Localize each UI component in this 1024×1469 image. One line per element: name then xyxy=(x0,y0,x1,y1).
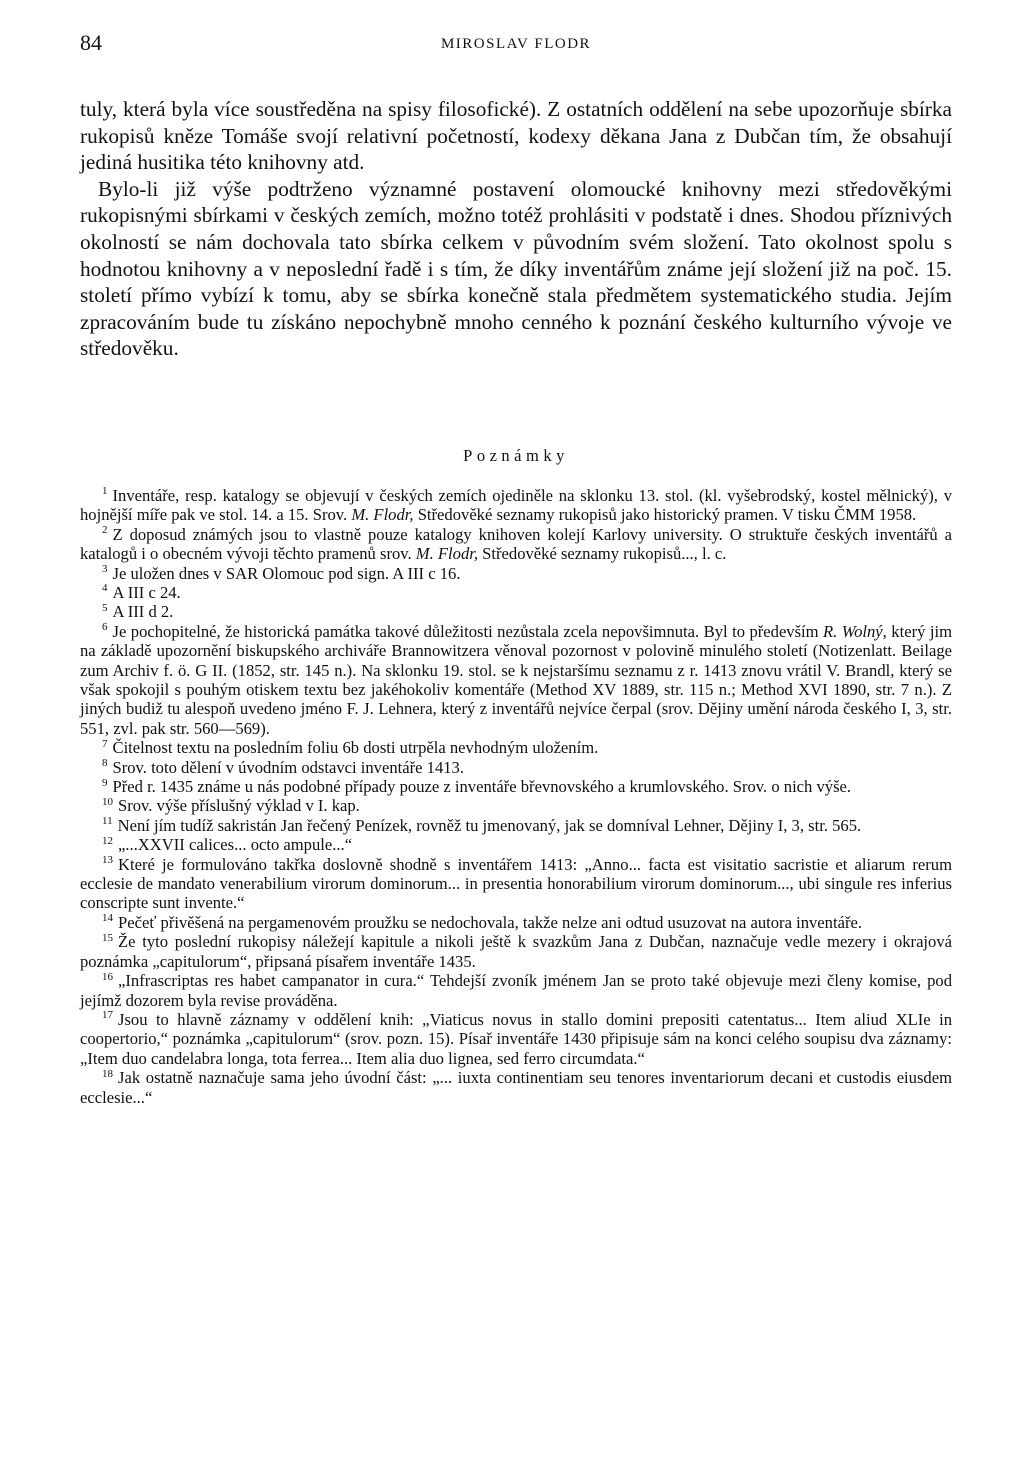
footnote-text: Pečeť přivěšená na pergamenovém proužku se nedochovala, takže nelze ani odtud usuzovat na autora inventáře. xyxy=(118,912,862,932)
footnote xyxy=(80,583,952,602)
page-header xyxy=(80,30,952,64)
footnote-number: 3 xyxy=(102,563,108,576)
body-paragraph-2: Bylo-li již výše podtrženo významné postavení olomoucké knihovny mezi středověkými rukopisnými sbírkami v českých zemích, možno totéž prohlásiti v podstatě i dnes. Shodou příznivých okolností se nám dochovala tato sbírka celkem v původním svém složení. Tato okolnost spolu s hodnotou knihovny a v neposlední řadě i s tím, že díky inventářům známe její složení již na poč. 15. století přímo vybízí k tomu, aby se sbírka konečně stala předmětem systematického studia. Jejím zpracováním bude tu získáno nepochybně mnoho cenného k poznání českého kulturního vývoje ve středověku. xyxy=(80,176,952,361)
footnote-text: Inventáře, resp. katalogy se objevují v českých zemích ojediněle na sklonku 13. stol. (kl. vyšebrodský, kostel mělnický), v hojnější míře pak ve stol. 14. a 15. Srov. xyxy=(80,485,952,525)
footnote-number: 4 xyxy=(102,582,108,595)
footnote-text: Čitelnost textu na posledním foliu 6b dosti utrpěla nevhodným uložením. xyxy=(112,738,599,758)
footnote-text: Jsou to hlavně záznamy v oddělení knih: „Viaticus novus in stallo domini prepositi catentatus... Item aliud XLIe in coopertorio,“ poznámka „capitulorum“ (srov. pozn. 15). Písař inventáře 1430 připisuje sám na konci celého soupisu dva záznamy: „Item duo candelabra longa, tota ferrea... Item alia duo lignea, sed ferro circumdata.“ xyxy=(80,1009,952,1068)
footnote-number: 15 xyxy=(102,931,113,944)
footnote-number: 1 xyxy=(102,485,108,498)
footnote xyxy=(80,564,952,583)
footnote-text: „Infrascriptas res habet campanator in cura.“ Tehdejší zvoník jménem Jan se proto také objevuje mezi členy komise, pod jejímž dozorem byla revise prováděna. xyxy=(80,971,952,1010)
footnote-author: M. Flodr, xyxy=(351,505,414,525)
notes-heading: Poznámky xyxy=(463,445,569,465)
footnote-text: který jim na základě upozornění biskupského archiváře Brannowitzera věnoval pozornost v polovině minulého století (Notizenlatt. Beilage zum Archiv f. ö. G II. (1852, str. 145 n.). Na sklonku 19. stol. se k nejstaršímu seznamu z r. 1413 znovu vrátil V. Brandl, který se však spokojil s pouhým otiskem textu bez jakéhokoliv komentáře (Method XV 1889, str. 115 n.; Method XVI 1890, str. 7 n.). Z jiných budiž tu alespoň uvedeno jméno F. J. Lehnera, který z inventářů nejvíce čerpal (srov. Dějiny umění národa českého I, 3, str. 551, zvl. pak str. 560—569). xyxy=(80,621,952,738)
footnote xyxy=(80,835,952,854)
footnote-text: Je pochopitelné, že historická památka takové důležitosti nezůstala zcela nepovšimnuta. Byl to především xyxy=(112,621,824,641)
footnote-number: 10 xyxy=(102,795,113,808)
footnote-text: Z doposud známých jsou to vlastně pouze katalogy knihoven kolejí Karlovy university. O struktuře českých inventářů a katalogů i o obecném vývoji těchto pramenů srov. xyxy=(80,524,952,564)
footnote xyxy=(80,855,952,913)
footnote-text: Před r. 1435 známe u nás podobné případy pouze z inventáře břevnovského a krumlovského. Srov. o nich výše. xyxy=(112,777,852,797)
footnote-number: 14 xyxy=(102,912,113,925)
footnote-number: 17 xyxy=(102,1009,113,1022)
footnote xyxy=(80,932,952,971)
footnote xyxy=(80,971,952,1010)
footnote-text: A III c 24. xyxy=(112,582,181,602)
footnote-number: 11 xyxy=(102,815,113,828)
footnotes-list xyxy=(80,486,952,1107)
footnote-text: Středověké seznamy rukopisů..., l. c. xyxy=(478,544,727,564)
footnote-text: A III d 2. xyxy=(112,602,174,622)
footnote xyxy=(80,913,952,932)
main-text xyxy=(80,96,952,362)
footnote-number: 5 xyxy=(102,601,108,614)
footnote-text: Že tyto poslední rukopisy náležejí kapitule a nikoli ještě k svazkům Jana z Dubčan, naznačuje vedle mezery i okrajová poznámka „capitulorum“, připsaná písařem inventáře 1435. xyxy=(80,932,952,971)
footnote-text: Srov. výše příslušný výklad v I. kap. xyxy=(118,796,360,816)
footnote-number: 2 xyxy=(102,524,108,537)
footnote-number: 9 xyxy=(102,776,108,789)
running-head: MIROSLAV FLODR xyxy=(440,36,592,52)
footnote-text: Srov. toto dělení v úvodním odstavci inventáře 1413. xyxy=(112,757,464,777)
footnote-number: 18 xyxy=(102,1067,113,1080)
footnote-text: Není jím tudíž sakristán Jan řečený Penízek, rovněž tu jmenovaný, jak se domníval Lehner, Dějiny I, 3, str. 565. xyxy=(117,815,862,835)
footnote-number: 13 xyxy=(102,854,113,867)
footnote xyxy=(80,777,952,796)
footnote xyxy=(80,622,952,738)
footnote-number: 16 xyxy=(102,970,113,983)
footnote xyxy=(80,486,952,525)
footnote xyxy=(80,602,952,621)
footnote xyxy=(80,1010,952,1068)
footnote xyxy=(80,738,952,757)
footnote-text: Je uložen dnes v SAR Olomouc pod sign. A III c 16. xyxy=(112,563,461,583)
footnote-author: R. Wolný, xyxy=(823,621,887,641)
footnote-author: M. Flodr, xyxy=(415,544,479,564)
footnote xyxy=(80,1068,952,1107)
footnote-number: 12 xyxy=(102,834,113,847)
footnote xyxy=(80,525,952,564)
body-paragraph-1: tuly, která byla více soustředěna na spisy filosofické). Z ostatních oddělení na sebe upozorňuje sbírka rukopisů kněze Tomáše svojí relativní početností, kodexy děkana Jana z Dubčan tím, že obsahují jediná husitika této knihovny atd. xyxy=(80,97,952,175)
footnote-number: 8 xyxy=(102,757,108,770)
footnote xyxy=(80,816,952,835)
footnote-number: 6 xyxy=(102,621,108,634)
footnote-text: Středověké seznamy rukopisů jako historický pramen. V tisku ČMM 1958. xyxy=(413,505,917,525)
footnote xyxy=(80,758,952,777)
footnote xyxy=(80,796,952,815)
page-number: 84 xyxy=(80,30,102,55)
footnote-text: „...XXVII calices... octo ampule...“ xyxy=(118,835,353,855)
footnote-text: Které je formulováno takřka doslovně shodně s inventářem 1413: „Anno... facta est visitatio sacristie et aliarum rerum ecclesie de mandato venerabilium virorum dominorum... in presentia honorabilium virorum dominorum..., ubi singule res inferius conscripte sunt invente.“ xyxy=(80,854,952,913)
footnote-text: Jak ostatně naznačuje sama jeho úvodní část: „... iuxta continentiam seu tenores inventariorum decani et custodis eiusdem ecclesie...“ xyxy=(80,1068,952,1107)
footnote-number: 7 xyxy=(102,737,108,750)
page xyxy=(80,30,952,1107)
